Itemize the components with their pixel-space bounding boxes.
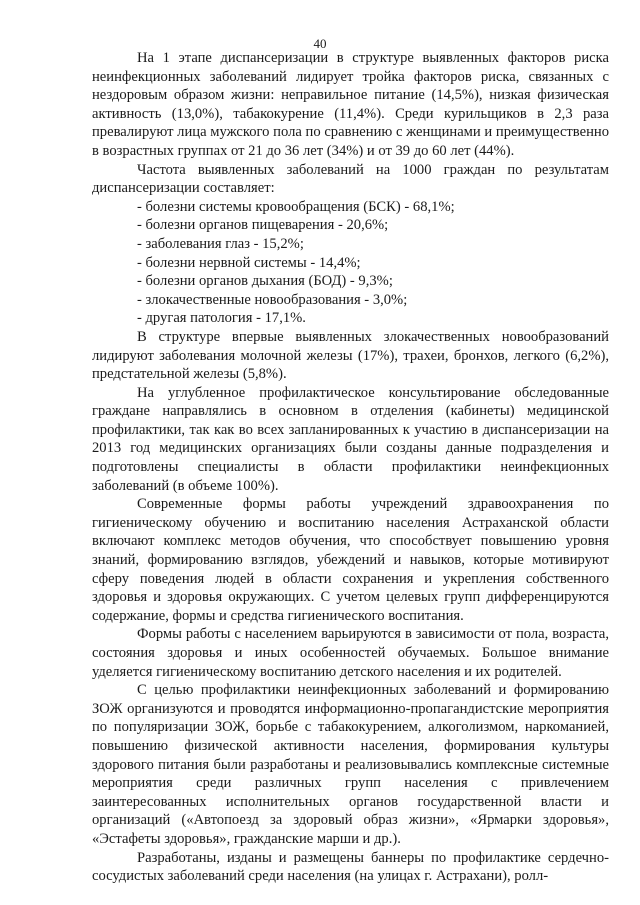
list-item: - болезни органов дыхания (БОД) - 9,3%;: [137, 273, 393, 290]
page-number: 40: [313, 36, 327, 51]
paragraph-disease-frequency: Частота выявленных заболеваний на 1000 граждан по результатам диспансеризации составляет:: [92, 161, 609, 197]
list-item: - болезни органов пищеварения - 20,6%;: [137, 217, 389, 234]
list-item: - болезни нервной системы - 14,4%;: [137, 254, 361, 271]
paragraph-risk-factors: На 1 этапе диспансеризации в структуре выявленных факторов риска неинфекционных заболеваний лидирует тройка факторов риска, связанных с нездоровым образом жизни: неправильное питание (14,5%), низкая физическая активность (13,0%), табакокурение (11,4%). Среди курильщиков в 2,3 раза превалируют лица мужского пола по сравнению с женщинами и преимущественно в возрастных группах от 21 до 36 лет (34%) и от 39 до 60 лет (44%).: [92, 50, 609, 159]
paragraph-work-forms: Формы работы с населением варьируются в зависимости от пола, возраста, состояния здоровья и иных особенностей обучаемых. Большое внимание уделяется гигиеническому воспитанию детского населения и их родителей.: [92, 626, 609, 680]
paragraph-healthy-lifestyle: С целью профилактики неинфекционных заболеваний и формированию ЗОЖ организуются и проводятся информационно-пропагандистские мероприятия по популяризации ЗОЖ, борьбе с табакокурением, алкоголизмом, наркоманией, повышению физической активности населения, формирования культуры здорового питания были разработаны и реализовывались комплексные системные мероприятия среди различных групп населения с привлечением заинтересованных исполнительных органов государственной власти и организаций («Автопоезд за здоровый образ жизни», «Ярмарки здоровья», «Эстафеты здоровья», гражданские марши и др.).: [92, 682, 609, 847]
paragraph-malignant-neoplasms: В структуре впервые выявленных злокачественных новообразований лидируют заболевания молочной железы (17%), трахеи, бронхов, легкого (6,2%), предстательной железы (5,8%).: [92, 328, 609, 383]
paragraph-hygiene-education: Современные формы работы учреждений здравоохранения по гигиеническому обучению и воспитанию населения Астраханской области включают комплекс методов обучения, что способствует повышению уровня знаний, формированию взглядов, убеждений и навыков, которые мотивируют сферу поведения людей в области сохранения и укрепления собственного здоровья и здоровья окружающих. С учетом целевых групп дифференцируются содержание, формы и средства гигиенического воспитания.: [92, 496, 609, 624]
list-item: - злокачественные новообразования - 3,0%;: [137, 291, 408, 308]
list-item: - болезни системы кровообращения (БСК) - 68,1%;: [137, 198, 455, 215]
paragraph-consultation: На углубленное профилактическое консультирование обследованные граждане направлялись в основном в отделения (кабинеты) медицинской профилактики, так как во всех запланированных к участию в диспансеризации на 2013 год медицинских организациях были созданы данные подразделения и подготовлены специалисты в области профилактики неинфекционных заболеваний (в объеме 100%).: [92, 384, 609, 494]
list-item: - другая патология - 17,1%.: [137, 310, 306, 327]
paragraph-banners: Разработаны, изданы и размещены баннеры по профилактике сердечно-сосудистых заболеваний среди населения (на улицах г. Астрахани), ролл-: [92, 849, 609, 885]
document-body: [92, 49, 609, 886]
disease-list: [92, 198, 609, 328]
list-item: - заболевания глаз - 15,2%;: [137, 235, 304, 252]
